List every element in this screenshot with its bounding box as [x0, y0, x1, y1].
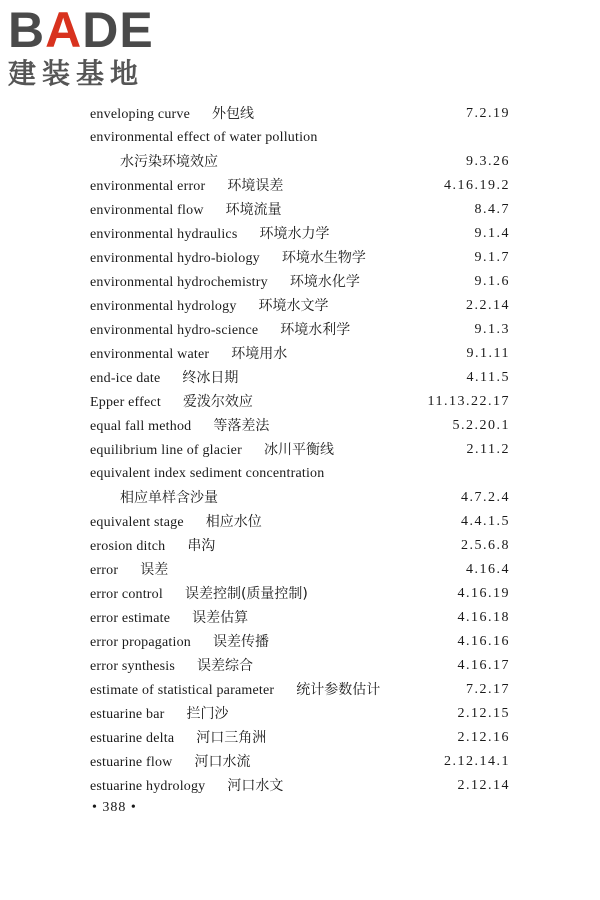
glossary-entry: [90, 318, 510, 342]
entry-chinese-term: 相应单样含沙量: [120, 490, 218, 506]
entry-english-term: environmental error: [90, 179, 206, 194]
glossary-entry: [90, 366, 510, 390]
glossary-entry: [90, 510, 510, 534]
entry-english-term: environmental hydrochemistry: [90, 275, 268, 290]
glossary-entry: [90, 606, 510, 630]
glossary-entry: [90, 246, 510, 270]
entry-english-term: error control: [90, 587, 163, 602]
entry-section-number: 9.1.3: [474, 322, 510, 337]
glossary-entry: [90, 438, 510, 462]
entry-chinese-term: 终冰日期: [182, 370, 239, 386]
entry-section-number: 2.12.15: [457, 706, 510, 721]
entry-section-number: 4.16.17: [457, 658, 510, 673]
glossary-entry: [90, 702, 510, 726]
logo-wordmark: BADE: [8, 2, 154, 58]
entry-chinese-term: 河口水文: [227, 778, 284, 794]
glossary-entry: [90, 462, 510, 486]
entry-chinese-term: 统计参数估计: [296, 682, 381, 698]
entry-english-term: estimate of statistical parameter: [90, 683, 275, 698]
entry-section-number: 4.16.16: [457, 634, 510, 649]
entry-chinese-term: 水污染环境效应: [120, 154, 218, 170]
glossary-entry: [90, 150, 510, 174]
entry-section-number: 9.1.7: [474, 250, 510, 265]
glossary-entry-list: [90, 102, 510, 798]
glossary-entry: [90, 102, 510, 126]
entry-section-number: 8.4.7: [474, 202, 510, 217]
glossary-entry: [90, 294, 510, 318]
entry-section-number: 4.7.2.4: [461, 490, 510, 505]
glossary-entry: [90, 558, 510, 582]
entry-english-term: error propagation: [90, 635, 191, 650]
entry-chinese-term: 误差传播: [212, 634, 269, 650]
entry-english-term: equivalent stage: [90, 515, 184, 530]
entry-english-term: estuarine hydrology: [90, 779, 206, 794]
entry-section-number: 2.2.14: [466, 298, 510, 313]
entry-english-term: end-ice date: [90, 371, 161, 386]
entry-section-number: 7.2.17: [466, 682, 510, 697]
entry-section-number: 4.16.18: [457, 610, 510, 625]
glossary-entry: [90, 486, 510, 510]
glossary-entry: [90, 582, 510, 606]
entry-english-term: estuarine bar: [90, 707, 165, 722]
entry-english-term: error: [90, 563, 119, 578]
entry-english-term: environmental water: [90, 347, 210, 362]
entry-chinese-term: 串沟: [187, 538, 216, 554]
entry-chinese-term: 误差估算: [192, 610, 249, 626]
entry-english-term: environmental flow: [90, 203, 204, 218]
entry-english-term: environmental hydraulics: [90, 227, 238, 242]
entry-section-number: 2.5.6.8: [461, 538, 510, 553]
entry-section-number: 9.1.11: [466, 346, 510, 361]
entry-chinese-term: 河口水流: [194, 754, 251, 770]
entry-english-term: Epper effect: [90, 395, 161, 410]
entry-chinese-term: 环境流量: [225, 202, 282, 218]
entry-chinese-term: 环境水力学: [259, 226, 330, 242]
entry-chinese-term: 误差控制(质量控制): [184, 586, 308, 602]
glossary-entry: [90, 222, 510, 246]
entry-chinese-term: 等落差法: [213, 418, 270, 434]
entry-section-number: 5.2.20.1: [452, 418, 510, 433]
glossary-entry: [90, 414, 510, 438]
entry-section-number: 7.2.19: [466, 106, 510, 121]
entry-section-number: 9.3.26: [466, 154, 510, 169]
entry-section-number: 4.11.5: [466, 370, 510, 385]
entry-english-term: estuarine delta: [90, 731, 175, 746]
entry-section-number: 9.1.6: [474, 274, 510, 289]
logo-subtitle: 建装基地: [8, 57, 145, 90]
entry-english-term: enveloping curve: [90, 107, 190, 122]
glossary-entry: [90, 774, 510, 798]
glossary-entry: [90, 654, 510, 678]
entry-section-number: 2.11.2: [466, 442, 510, 457]
entry-chinese-term: 环境水化学: [289, 274, 360, 290]
glossary-entry: [90, 534, 510, 558]
entry-english-term: equilibrium line of glacier: [90, 443, 242, 458]
entry-chinese-term: 环境水利学: [280, 322, 351, 338]
entry-chinese-term: 环境用水: [231, 346, 288, 362]
entry-english-term: equivalent index sediment concentration: [90, 466, 325, 481]
page-number: • 388 •: [92, 800, 137, 815]
glossary-entry: [90, 126, 510, 150]
entry-section-number: 2.12.14.1: [444, 754, 510, 769]
entry-chinese-term: 环境误差: [227, 178, 284, 194]
glossary-entry: [90, 174, 510, 198]
entry-english-term: environmental hydro-biology: [90, 251, 260, 266]
glossary-entry: [90, 630, 510, 654]
entry-section-number: 11.13.22.17: [427, 394, 510, 409]
entry-chinese-term: 爱泼尔效应: [182, 394, 253, 410]
entry-english-term: equal fall method: [90, 419, 192, 434]
glossary-entry: [90, 750, 510, 774]
entry-english-term: environmental hydro-science: [90, 323, 259, 338]
entry-english-term: environmental effect of water pollution: [90, 130, 318, 145]
bade-logo: [8, 4, 178, 90]
glossary-entry: [90, 270, 510, 294]
glossary-entry: [90, 342, 510, 366]
entry-chinese-term: 河口三角洲: [196, 730, 267, 746]
entry-english-term: error estimate: [90, 611, 171, 626]
glossary-entry: [90, 726, 510, 750]
entry-chinese-term: 拦门沙: [186, 706, 229, 722]
entry-chinese-term: 相应水位: [205, 514, 262, 530]
entry-english-term: environmental hydrology: [90, 299, 237, 314]
glossary-entry: [90, 390, 510, 414]
glossary-entry: [90, 678, 510, 702]
entry-section-number: 4.16.19: [457, 586, 510, 601]
entry-chinese-term: 误差综合: [197, 658, 254, 674]
glossary-entry: [90, 198, 510, 222]
entry-section-number: 4.16.4: [466, 562, 510, 577]
entry-section-number: 4.16.19.2: [444, 178, 510, 193]
entry-chinese-term: 环境水生物学: [281, 250, 366, 266]
entry-section-number: 4.4.1.5: [461, 514, 510, 529]
entry-english-term: error synthesis: [90, 659, 176, 674]
entry-chinese-term: 冰川平衡线: [263, 442, 334, 458]
entry-english-term: erosion ditch: [90, 539, 166, 554]
entry-section-number: 2.12.16: [457, 730, 510, 745]
entry-chinese-term: 误差: [140, 562, 169, 578]
entry-section-number: 2.12.14: [457, 778, 510, 793]
entry-chinese-term: 外包线: [212, 106, 254, 122]
entry-chinese-term: 环境水文学: [258, 298, 329, 314]
entry-english-term: estuarine flow: [90, 755, 173, 770]
entry-section-number: 9.1.4: [474, 226, 510, 241]
